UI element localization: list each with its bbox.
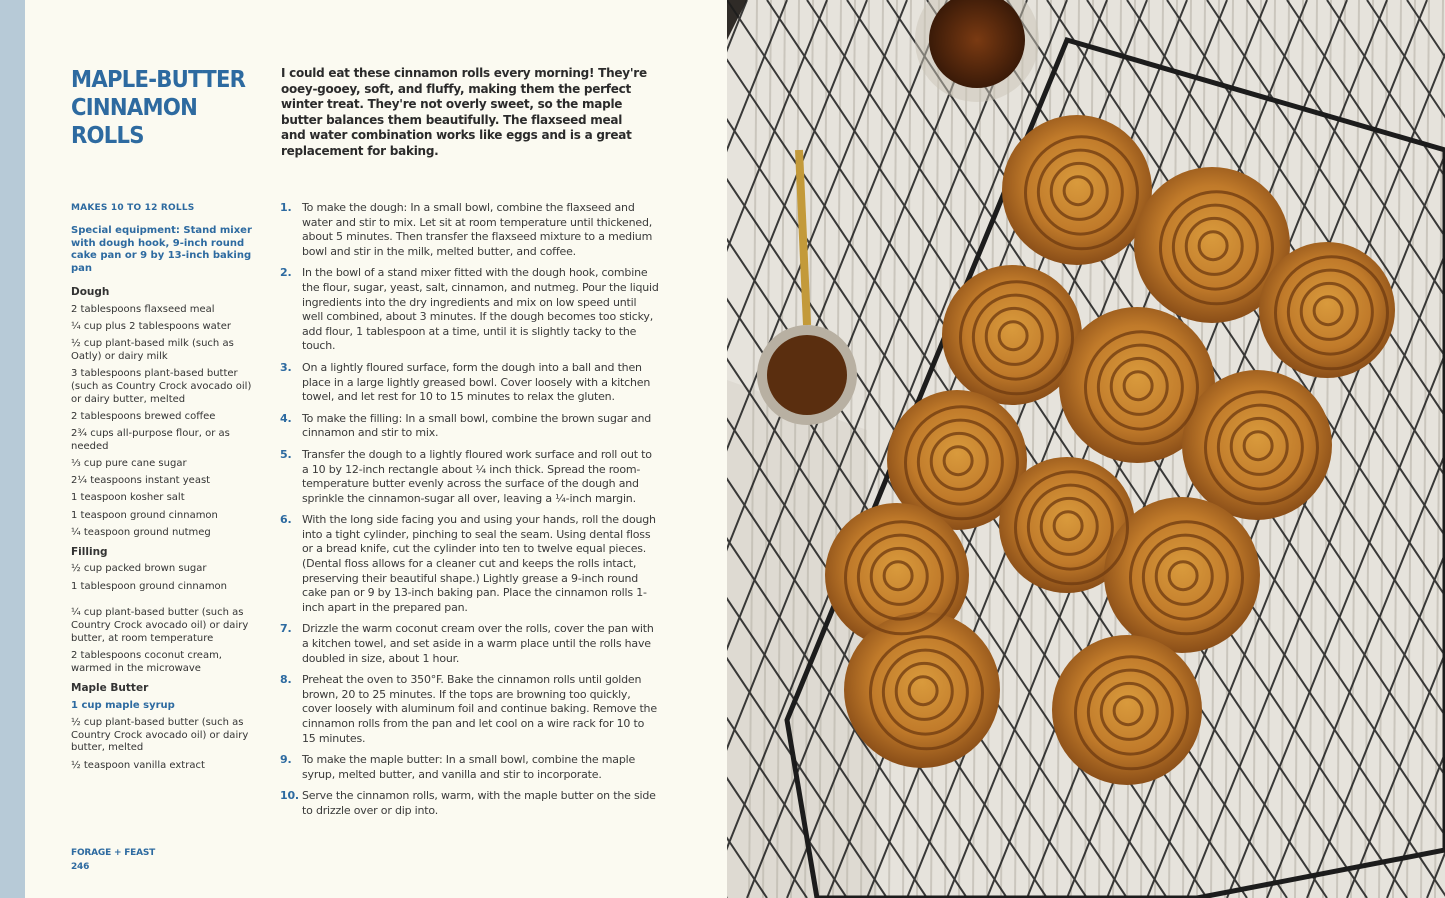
maple-butter-heading: Maple Butter: [71, 681, 149, 694]
spine-edge: [0, 0, 25, 898]
step-number: 5.: [280, 447, 292, 461]
cinnamon-rolls-photo: [727, 0, 1445, 898]
step-number: 2.: [280, 266, 292, 280]
method-step: [280, 753, 660, 782]
ingredient-item: 3 tablespoons plant-based butter (such as Country Crock avocado oil) or dairy butter, melted: [71, 368, 252, 405]
ingredient-item: ¼ cup plus 2 tablespoons water: [71, 320, 231, 332]
ingredient-item: 1 teaspoon kosher salt: [71, 492, 185, 504]
equipment-label: Special equipment:: [71, 224, 180, 236]
ingredient-item: 2¼ teaspoons instant yeast: [71, 475, 211, 487]
step-text: In the bowl of a stand mixer fitted with the dough hook, combine the flour, sugar, yeast, salt, cinnamon, and nutmeg. Pour the liquid ingredients into the dry ingredients and mix on low speed until well combined, about 3 minutes. If the dough becomes too sticky, add flour, 1 tablespoon at a time, until it is slightly tacky to the touch.: [302, 266, 659, 353]
step-number: 6.: [280, 513, 292, 527]
ingredient-item: 1 tablespoon ground cinnamon: [71, 580, 228, 592]
step-text: Serve the cinnamon rolls, warm, with the maple butter on the side to drizzle over or dip into.: [302, 789, 656, 817]
recipe-yield: MAKES 10 TO 12 ROLLS: [71, 203, 195, 213]
recipe-intro: I could eat these cinnamon rolls every morning! They're ooey-gooey, soft, and fluffy, making them the perfect winter treat. They're not overly sweet, so the maple butter balances them beautifully. The flaxseed meal and water combination works like eggs and is a great replacement for baking.: [281, 66, 647, 158]
step-number: 8.: [280, 673, 292, 687]
method-step: [280, 266, 660, 354]
page-footer: [71, 846, 155, 874]
method-step: [280, 789, 660, 818]
step-number: 10.: [280, 789, 299, 803]
method-step: [280, 361, 660, 405]
step-number: 4.: [280, 411, 292, 425]
ingredient-item: ½ cup packed brown sugar: [71, 563, 207, 575]
method-step: [280, 412, 660, 441]
step-number: 7.: [280, 622, 292, 636]
ingredient-item: ½ cup plant-based milk (such as Oatly) or dairy milk: [71, 338, 234, 362]
method-step: [280, 448, 660, 506]
step-text: To make the dough: In a small bowl, combine the flaxseed and water and stir to mix. Let sit at room temperature until thickened, about 5 minutes. Then transfer the flaxseed mixture to a medium bowl and stir in the milk, melted butter, and coffee.: [302, 201, 653, 258]
ingredients-column: [71, 202, 253, 777]
method-step: [280, 622, 660, 666]
method-step: [280, 673, 660, 746]
ingredient-item: 1 teaspoon ground cinnamon: [71, 509, 218, 521]
step-number: 9.: [280, 753, 292, 767]
method-steps: [280, 201, 660, 826]
special-equipment: [71, 225, 253, 276]
ingredient-item: ½ teaspoon vanilla extract: [71, 759, 205, 771]
ingredient-item: ⅓ cup pure cane sugar: [71, 458, 187, 470]
book-title: FORAGE + FEAST: [71, 848, 156, 858]
photo-illustration: [727, 0, 1445, 898]
page-number: 246: [71, 862, 90, 872]
step-text: To make the filling: In a small bowl, combine the brown sugar and cinnamon and stir to mix.: [302, 411, 651, 440]
equipment-text: Stand mixer with dough hook, 9-inch round cake pan or 9 by 13-inch baking pan: [71, 224, 252, 275]
step-text: Transfer the dough to a lightly floured work surface and roll out to a 10 by 12-inch rectangle about ¼ inch thick. Spread the room-temperature butter evenly across the surface of the dough and sprinkle the cinnamon-sugar all over, leaving a ¼-inch margin.: [302, 447, 652, 505]
ingredient-item: 2 tablespoons brewed coffee: [71, 410, 216, 422]
ingredient-item: 2¾ cups all-purpose flour, or as needed: [71, 428, 230, 452]
ingredient-item: 1 cup maple syrup: [71, 699, 175, 711]
dough-heading: Dough: [71, 285, 110, 298]
step-text: Drizzle the warm coconut cream over the rolls, cover the pan with a kitchen towel, and set aside in a warm place until the rolls have doubled in size, about 1 hour.: [302, 622, 654, 665]
recipe-page: [25, 0, 727, 898]
step-text: On a lightly floured surface, form the dough into a ball and then place in a large lightly greased bowl. Cover loosely with a kitchen towel, and let rest for 10 to 15 minutes to relax the gluten.: [302, 360, 651, 404]
ingredient-item: 2 tablespoons flaxseed meal: [71, 303, 215, 315]
ingredient-item: ½ cup plant-based butter (such as Country Crock avocado oil) or dairy butter, melted: [71, 716, 249, 754]
step-number: 1.: [280, 201, 292, 214]
ingredient-item: ¼ cup plant-based butter (such as Country Crock avocado oil) or dairy butter, at room temperature: [71, 607, 249, 645]
step-text: Preheat the oven to 350°F. Bake the cinnamon rolls until golden brown, 20 to 25 minutes. If the tops are browning too quickly, cover loosely with aluminum foil and continue baking. Remove the cinnamon rolls from the pan and let cool on a wire rack for 10 to 15 minutes.: [302, 673, 657, 745]
step-number: 3.: [280, 360, 292, 374]
ingredient-item: ¼ teaspoon ground nutmeg: [71, 526, 211, 538]
ingredient-item: 2 tablespoons coconut cream, warmed in the microwave: [71, 650, 222, 674]
recipe-title: MAPLE-BUTTER CINNAMON ROLLS: [71, 67, 246, 149]
step-text: To make the maple butter: In a small bowl, combine the maple syrup, melted butter, and vanilla and stir to incorporate.: [302, 753, 636, 781]
method-step: [280, 201, 660, 259]
method-step: [280, 513, 660, 615]
filling-heading: Filling: [71, 545, 108, 558]
step-text: With the long side facing you and using your hands, roll the dough into a tight cylinder, pinching to seal the seam. Using dental floss or a bread knife, cut the cylinder into ten to twelve equal pieces. (Dental floss allows for a cleaner cut and keeps the rolls intact, preserving their beautiful shape.) Lightly grease a 9-inch round cake pan or 9 by 13-inch baking pan. Place the cinnamon rolls 1-inch apart in the prepared pan.: [302, 513, 656, 614]
